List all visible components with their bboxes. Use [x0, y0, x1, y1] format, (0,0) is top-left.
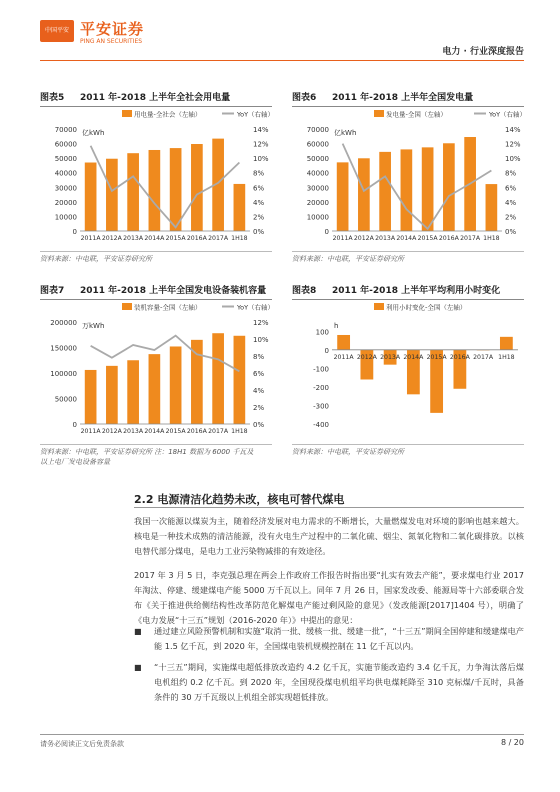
y-tick-label-left: -100: [313, 365, 329, 374]
legend-label: 利用小时变化-全国（左轴）: [386, 303, 467, 312]
y-tick-label-right: 12%: [253, 319, 269, 327]
bullet-text: 通过建立风险预警机制和实施“取消一批、缓核一批、缓建一批”，“十三五”期间全国停建和缓建煤电产能 1.5 亿千瓦，到 2020 年，全国煤电装机规模控制在 11 亿千瓦以内。: [154, 626, 524, 651]
chart-bar: [234, 184, 246, 231]
figure-6: [292, 90, 524, 264]
legend-label: 装机容量-全国（左轴）: [134, 303, 202, 312]
x-tick-label: 2012A: [353, 235, 374, 242]
chart-bar: [170, 148, 182, 231]
figure-number: 图表8: [292, 286, 317, 296]
paragraph-1: 我国一次能源以煤炭为主，随着经济发展对电力需求的不断增长，大量燃煤发电对环境的影响也越来越大。核电是一种技术成熟的清洁能源，没有火电生产过程中的二氧化硫、烟尘、氮氧化物和二氧化碳排放。以核电替代部分煤电，是电力工业污染物减排的有效途径。: [134, 516, 524, 556]
chart-bar: [337, 335, 350, 350]
legend-swatch: [122, 110, 132, 117]
figure-number: 图表6: [292, 93, 317, 103]
x-tick-label: 2016A: [438, 235, 459, 242]
y-tick-label-left: 70000: [306, 126, 329, 134]
y-tick-label-right: 6%: [253, 370, 265, 378]
chart-bar: [106, 159, 118, 231]
y-tick-label-right: 8%: [253, 353, 265, 361]
chart-bar: [443, 143, 455, 231]
y-tick-label-right: 10%: [505, 155, 521, 164]
bullet-item-1: [134, 624, 524, 656]
figure-caption: 2011 年-2018 上半年平均利用小时变化: [332, 286, 501, 296]
y-tick-label-left: 200000: [50, 319, 77, 327]
unit-label: 亿kWh: [82, 129, 105, 137]
footer-rule: [40, 734, 524, 735]
x-tick-label: 2015A: [426, 353, 447, 361]
x-tick-label: 2011A: [332, 235, 353, 242]
x-tick-label: 1H18: [231, 235, 248, 242]
chart-fig5: [40, 107, 272, 247]
y-tick-label-right: 6%: [253, 184, 265, 193]
y-tick-label-right: 4%: [253, 198, 265, 207]
y-tick-label-right: 2%: [505, 213, 517, 222]
x-tick-label: 2012A: [101, 428, 122, 435]
chart-bar: [127, 153, 139, 231]
chart-bar: [422, 147, 434, 231]
figure-title: [292, 283, 524, 297]
x-tick-label: 2016A: [186, 428, 207, 435]
x-tick-label: 1H18: [483, 235, 500, 242]
y-tick-label-right: 8%: [505, 169, 517, 178]
y-tick-label-right: 14%: [505, 126, 521, 134]
chart-fig8: [292, 300, 524, 440]
y-tick-label-right: 0%: [253, 228, 265, 236]
y-tick-label-left: -400: [313, 421, 329, 429]
y-tick-label-left: 100: [315, 328, 329, 337]
x-tick-label: 2017A: [473, 353, 494, 361]
y-tick-label-left: 0: [324, 346, 329, 355]
y-tick-label-left: 50000: [54, 395, 77, 404]
x-tick-label: 2012A: [356, 353, 377, 361]
chart-bar: [191, 340, 203, 424]
legend-label: YoY（右轴）: [237, 110, 272, 119]
legend-label: YoY（右轴）: [489, 110, 524, 119]
legend-label: 发电量-全国（左轴）: [386, 110, 447, 119]
legend-swatch: [374, 303, 384, 310]
y-tick-label-right: 14%: [253, 126, 269, 134]
x-tick-label: 2013A: [123, 235, 144, 242]
chart-bar: [358, 158, 370, 231]
footer-disclaimer: 请务必阅读正文后免责条款: [40, 740, 124, 748]
x-tick-label: 2011A: [80, 235, 101, 242]
y-tick-label-left: 100000: [50, 370, 77, 378]
figure-caption: 2011 年-2018 上半年全社会用电量: [80, 93, 231, 103]
logo-english-name: PING AN SECURITIES: [80, 38, 143, 45]
chart-fig6: [292, 107, 524, 247]
y-tick-label-left: 50000: [306, 155, 329, 164]
chart-bar: [106, 366, 118, 424]
bullet-mark: ■: [134, 627, 142, 636]
y-tick-label-left: 40000: [306, 169, 329, 178]
y-tick-label-left: 10000: [54, 213, 77, 222]
y-tick-label-left: 0: [72, 228, 77, 236]
y-tick-label-right: 10%: [253, 155, 269, 164]
header-rule: [40, 60, 524, 61]
chart-bar: [85, 370, 97, 424]
figure-8: [292, 283, 524, 457]
y-tick-label-left: 30000: [306, 184, 329, 193]
legend-label: 用电量-全社会（左轴）: [134, 110, 202, 119]
x-tick-label: 2011A: [333, 353, 354, 361]
report-tag: 电力 · 行业深度报告: [442, 47, 524, 57]
chart-bar: [191, 144, 203, 231]
x-tick-label: 1H18: [498, 353, 515, 361]
x-tick-label: 2016A: [186, 235, 207, 242]
figure-title: [40, 90, 272, 104]
x-tick-label: 2017A: [208, 428, 229, 435]
figure-source: 资料来源：中电联，平安证券研究所: [292, 255, 404, 263]
bullet-item-2: [134, 660, 524, 706]
chart-bar: [379, 152, 391, 231]
x-tick-label: 2014A: [396, 235, 417, 242]
chart-bar: [234, 336, 246, 424]
logo-badge: 中国平安: [40, 20, 74, 42]
y-tick-label-right: 10%: [253, 336, 269, 344]
y-tick-label-left: 10000: [306, 213, 329, 222]
y-tick-label-right: 2%: [253, 213, 265, 222]
y-tick-label-right: 4%: [253, 387, 265, 395]
chart-bar: [149, 354, 161, 424]
y-tick-label-right: 2%: [253, 404, 265, 412]
x-tick-label: 1H18: [231, 428, 248, 435]
y-tick-label-left: 20000: [54, 198, 77, 207]
y-tick-label-left: 40000: [54, 169, 77, 178]
y-tick-label-left: 50000: [54, 155, 77, 164]
chart-bar: [127, 360, 139, 424]
bullet-text: “十三五”期间，实施煤电超低排放改造约 4.2 亿千瓦，实施节能改造约 3.4 亿千瓦，力争淘汰落后煤电机组约 0.2 亿千瓦。到 2020 年，全国现役煤电机组平均供电煤耗降至 310 克标煤/千瓦时，具备条件的 30 万千瓦级以上机组全部实现超低排放。: [154, 662, 524, 702]
x-tick-label: 2015A: [165, 428, 186, 435]
figure-7: [40, 283, 272, 467]
x-tick-label: 2011A: [80, 428, 101, 435]
x-tick-label: 2014A: [144, 235, 165, 242]
y-tick-label-right: 0%: [505, 228, 517, 236]
x-tick-label: 2014A: [144, 428, 165, 435]
y-tick-label-left: 0: [72, 421, 77, 429]
y-tick-label-left: 60000: [306, 140, 329, 149]
company-logo: [40, 18, 200, 52]
x-tick-label: 2014A: [403, 353, 424, 361]
y-tick-label-left: 150000: [50, 344, 77, 353]
logo-chinese-name: 平安证券: [80, 20, 145, 38]
legend-swatch: [374, 110, 384, 117]
figure-title: [292, 90, 524, 104]
paragraph-2: 2017 年 3 月 5 日，李克强总理在两会上作政府工作报告时指出要“扎实有效去产能”，要求煤电行业 2017 年淘汰、停建、缓建煤电产能 5000 万千瓦以上。同年 7 月 26 日，国家发改委、能源局等十六部委联合发布《关于推进供给侧结构性改革防范化解煤电产能过剩风险的意见》（发改能源[2017]1404 号），明确了《电力发展“十三五”规划（2016-2020 年）》中提出的意见：: [134, 570, 524, 625]
y-tick-label-left: -200: [313, 383, 329, 392]
y-tick-label-right: 6%: [505, 184, 517, 193]
figure-source: 资料来源：中电联，平安证券研究所: [292, 448, 404, 456]
unit-label: h: [334, 322, 339, 330]
y-tick-label-left: 70000: [54, 126, 77, 134]
figure-caption: 2011 年-2018 上半年全国发电量: [332, 93, 474, 103]
y-tick-label-left: 0: [324, 228, 329, 236]
x-tick-label: 2013A: [123, 428, 144, 435]
chart-bar: [486, 184, 498, 231]
x-tick-label: 2012A: [101, 235, 122, 242]
y-tick-label-right: 4%: [505, 198, 517, 207]
chart-bar: [149, 150, 161, 231]
y-tick-label-right: 0%: [253, 421, 265, 429]
y-tick-label-left: 30000: [54, 184, 77, 193]
figure-number: 图表5: [40, 93, 65, 103]
chart-bar: [337, 162, 349, 231]
legend-swatch: [122, 303, 132, 310]
figure-source-note: 以上电厂发电设备容量: [40, 458, 110, 466]
y-tick-label-left: -300: [313, 402, 329, 411]
chart-fig7: [40, 300, 272, 440]
x-tick-label: 2013A: [380, 353, 401, 361]
chart-bar: [401, 149, 413, 231]
chart-bar: [212, 333, 224, 424]
page-number: 8 / 20: [500, 738, 524, 747]
x-tick-label: 2017A: [460, 235, 481, 242]
y-tick-label-left: 20000: [306, 198, 329, 207]
figure-caption: 2011 年-2018 上半年全国发电设备装机容量: [80, 286, 267, 296]
x-tick-label: 2016A: [449, 353, 470, 361]
chart-bar: [170, 346, 182, 424]
chart-bar: [85, 163, 97, 231]
y-tick-label-right: 8%: [253, 169, 265, 178]
x-tick-label: 2015A: [165, 235, 186, 242]
y-tick-label-right: 12%: [253, 140, 269, 149]
figure-title: [40, 283, 272, 297]
bullet-mark: ■: [134, 663, 142, 672]
figure-source: 资料来源：中电联，平安证券研究所: [40, 255, 152, 263]
section-title: 2.2 电源清洁化趋势未改，核电可替代煤电: [134, 493, 345, 506]
x-tick-label: 2015A: [417, 235, 438, 242]
unit-label: 亿kWh: [334, 129, 357, 137]
chart-bar: [500, 337, 513, 350]
figure-5: [40, 90, 272, 264]
y-tick-label-right: 12%: [505, 140, 521, 149]
y-tick-label-left: 60000: [54, 140, 77, 149]
unit-label: 万kWh: [82, 322, 105, 330]
x-tick-label: 2013A: [375, 235, 396, 242]
figure-source: 资料来源：中电联，平安证券研究所 注：18H1 数据为 6000 千瓦及: [40, 448, 254, 456]
legend-label: YoY（右轴）: [237, 303, 272, 312]
x-tick-label: 2017A: [208, 235, 229, 242]
section-rule: [134, 507, 524, 508]
figure-number: 图表7: [40, 286, 65, 296]
